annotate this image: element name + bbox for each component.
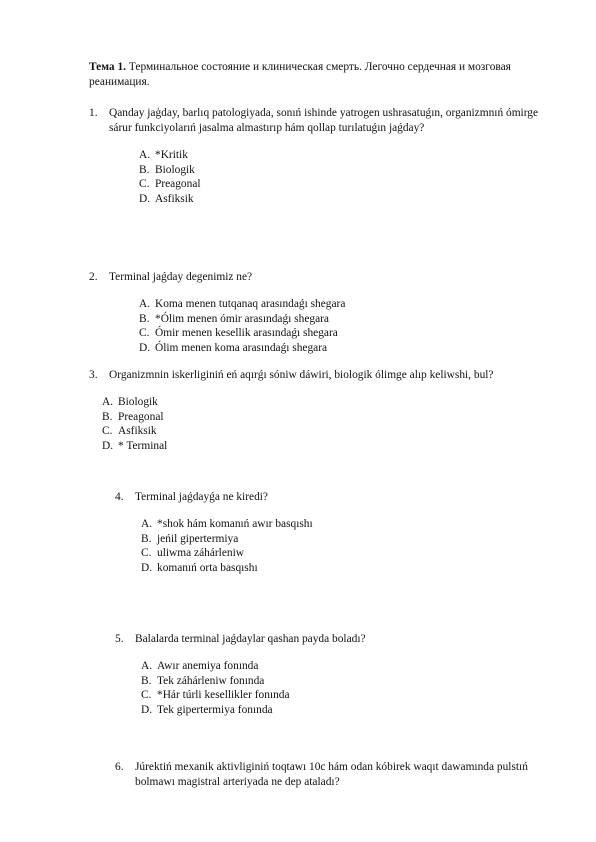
question-number: 1. — [89, 107, 98, 119]
option-b: B. Biologik — [139, 163, 195, 176]
question-text: Terminal jaǵdayǵa ne kiredi? — [135, 491, 268, 503]
options-list — [139, 148, 544, 206]
option-c: C. Asfiksik — [102, 425, 157, 438]
option-a: A. Biologik — [102, 396, 158, 409]
options-list — [139, 297, 544, 355]
question-2 — [89, 270, 544, 355]
question-text: Júrektiń mexanik aktivliginiń toqtawı 10c hám odan kóbirek waqıt dawamında pulstıń bolmawı magistral arteriyada ne dep ataladı? — [135, 761, 528, 789]
options-list — [102, 395, 544, 453]
topic-text: Терминальное состояние и клиническая смерть. Легочно сердечная и мозговая реанимация. — [89, 61, 511, 89]
option-d: D. komanıń orta basqıshı — [141, 561, 258, 574]
option-b: B. Preagonal — [102, 410, 164, 423]
question-text: Qanday jaģday, barlıq patologiyada, sonıń ishinde yatrogen ushrasatuǵın, organizmnıń ómirge sárur funkciyolarıń jasalma almastırıp hám qollap turılatuǵın jaǵday? — [109, 107, 539, 135]
question-6 — [115, 760, 547, 790]
option-b: B. Tek záhárleniw fonında — [141, 674, 265, 687]
option-a: A. Awır anemiya fonında — [141, 660, 259, 673]
option-a: A. *shok hám komanıń awır basqıshı — [141, 518, 313, 531]
question-text: Terminal jaǵday degenimiz ne? — [109, 271, 253, 283]
option-d: D. Ólim menen koma arasındaǵı shegara — [139, 341, 328, 354]
topic-label: Тема 1. — [89, 61, 126, 73]
option-d: D. Asfiksik — [139, 192, 194, 205]
options-list — [141, 517, 545, 575]
question-5 — [115, 632, 545, 717]
topic-title — [89, 60, 549, 90]
question-number: 4. — [115, 491, 124, 503]
question-4 — [115, 490, 545, 575]
question-text: Organizmnin iskerliginiń eń aqırǵı sóniw dáwiri, biologik ólimge alıp keliwshi, bul? — [109, 369, 494, 381]
question-number: 5. — [115, 633, 124, 645]
option-c: C. *Hár túrli kesellikler fonında — [141, 689, 290, 702]
option-c: C. Ómir menen kesellik arasındaǵı shegara — [139, 327, 338, 340]
option-d: D. * Terminal — [102, 439, 168, 452]
question-3 — [89, 368, 544, 453]
question-text: Balalarda terminal jaǵdaylar qashan payda boladı? — [135, 633, 366, 645]
option-d: D. Tek gipertermiya fonında — [141, 703, 273, 716]
option-a: A. Koma menen tutqanaq arasındaǵı shegara — [139, 298, 346, 311]
question-number: 2. — [89, 271, 98, 283]
option-c: C. uliwma záhárleniw — [141, 547, 244, 560]
option-a: A. *Kritik — [139, 149, 188, 162]
question-1 — [89, 106, 544, 206]
option-c: C. Preagonal — [139, 178, 201, 191]
question-number: 6. — [115, 761, 124, 773]
options-list — [141, 659, 545, 717]
option-b: B. *Ólim menen ómir arasındaǵı shegara — [139, 312, 329, 325]
option-b: B. jeńil gipertermiya — [141, 532, 239, 545]
question-number: 3. — [89, 369, 98, 381]
